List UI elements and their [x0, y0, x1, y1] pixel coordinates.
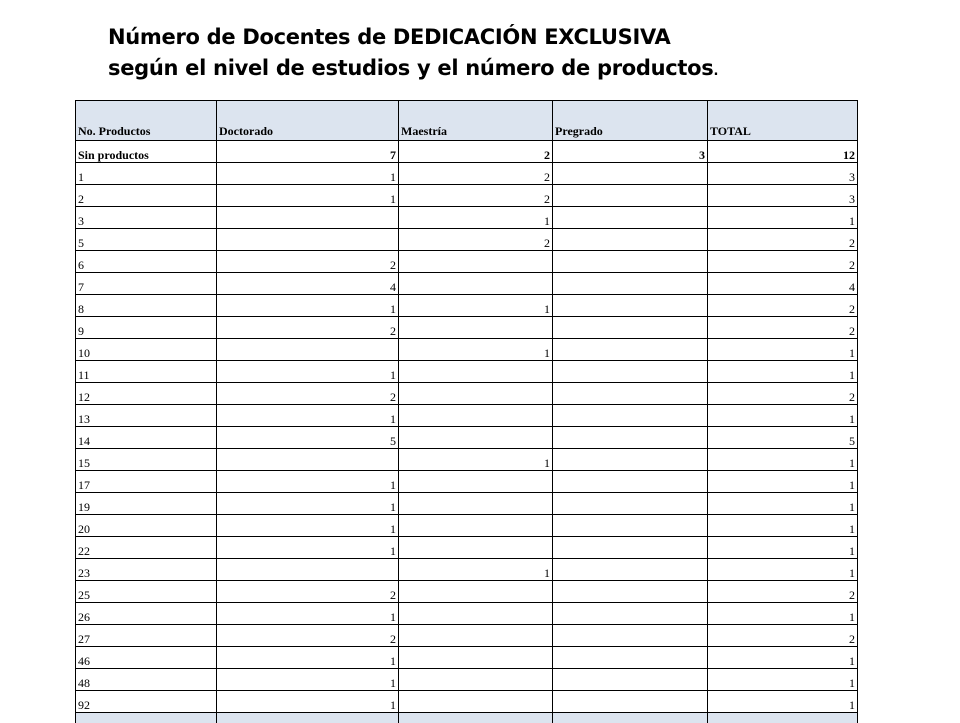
cell-total: 2: [708, 229, 858, 251]
cell-doctorado: 5: [217, 427, 399, 449]
cell-pregrado: [553, 339, 708, 361]
cell-pregrado: [553, 317, 708, 339]
cell-maestria: 1: [399, 339, 553, 361]
cell-total: 1: [708, 339, 858, 361]
header-productos: No. Productos: [76, 101, 217, 141]
cell-productos: 13: [76, 405, 217, 427]
cell-total: 1: [708, 669, 858, 691]
cell-productos: 12: [76, 383, 217, 405]
header-row: [76, 101, 858, 141]
cell-maestria: [399, 581, 553, 603]
cell-total: 2: [708, 581, 858, 603]
footer-row: [76, 713, 858, 723]
cell-doctorado: 4: [217, 273, 399, 295]
cell-pregrado: [553, 603, 708, 625]
cell-total: 1: [708, 647, 858, 669]
cell-productos: 3: [76, 207, 217, 229]
cell-total: 2: [708, 295, 858, 317]
table-row: [76, 471, 858, 493]
cell-productos: 6: [76, 251, 217, 273]
table-row: [76, 317, 858, 339]
cell-pregrado: [553, 471, 708, 493]
cell-pregrado: [553, 163, 708, 185]
cell-maestria: 1: [399, 449, 553, 471]
title-line-1: Número de Docentes de DEDICACIÓN EXCLUSIVA: [108, 22, 868, 53]
cell-doctorado: [217, 207, 399, 229]
cell-total: 1: [708, 559, 858, 581]
table-row: [76, 581, 858, 603]
footer-cell: [553, 713, 708, 723]
cell-doctorado: 1: [217, 493, 399, 515]
cell-maestria: [399, 471, 553, 493]
cell-productos: 1: [76, 163, 217, 185]
cell-productos: 92: [76, 691, 217, 713]
header-total: TOTAL: [708, 101, 858, 141]
cell-maestria: [399, 515, 553, 537]
cell-total: 1: [708, 449, 858, 471]
cell-pregrado: [553, 361, 708, 383]
cell-doctorado: 7: [217, 141, 399, 163]
header-doctorado: Doctorado: [217, 101, 399, 141]
cell-maestria: [399, 405, 553, 427]
cell-doctorado: 1: [217, 295, 399, 317]
table-row: [76, 251, 858, 273]
cell-productos: 25: [76, 581, 217, 603]
cell-pregrado: [553, 581, 708, 603]
table-row: [76, 691, 858, 713]
cell-productos: 2: [76, 185, 217, 207]
cell-pregrado: [553, 449, 708, 471]
cell-pregrado: [553, 207, 708, 229]
cell-pregrado: [553, 669, 708, 691]
cell-doctorado: 1: [217, 471, 399, 493]
cell-doctorado: 1: [217, 361, 399, 383]
data-table: [75, 100, 858, 723]
table-row: [76, 449, 858, 471]
cell-productos: 7: [76, 273, 217, 295]
cell-productos: 26: [76, 603, 217, 625]
cell-maestria: [399, 383, 553, 405]
cell-total: 1: [708, 603, 858, 625]
cell-total: 1: [708, 493, 858, 515]
cell-total: 1: [708, 207, 858, 229]
page-title: [108, 22, 868, 87]
cell-doctorado: 1: [217, 691, 399, 713]
table-row: [76, 537, 858, 559]
cell-total: 2: [708, 317, 858, 339]
cell-doctorado: 2: [217, 317, 399, 339]
cell-doctorado: 2: [217, 625, 399, 647]
title-line-2-text: según el nivel de estudios y el número de productos: [108, 56, 713, 80]
cell-maestria: [399, 669, 553, 691]
cell-pregrado: 3: [553, 141, 708, 163]
table-row: [76, 383, 858, 405]
cell-pregrado: [553, 383, 708, 405]
cell-pregrado: [553, 427, 708, 449]
cell-productos: 20: [76, 515, 217, 537]
header-pregrado: Pregrado: [553, 101, 708, 141]
cell-maestria: 1: [399, 207, 553, 229]
cell-doctorado: [217, 229, 399, 251]
cell-productos: 10: [76, 339, 217, 361]
cell-doctorado: 1: [217, 515, 399, 537]
cell-total: 3: [708, 185, 858, 207]
table-row: [76, 295, 858, 317]
cell-doctorado: 1: [217, 669, 399, 691]
footer-cell: [708, 713, 858, 723]
cell-pregrado: [553, 273, 708, 295]
cell-doctorado: [217, 449, 399, 471]
cell-doctorado: 1: [217, 185, 399, 207]
cell-maestria: 2: [399, 163, 553, 185]
cell-pregrado: [553, 647, 708, 669]
cell-total: 1: [708, 405, 858, 427]
footer-cell: [399, 713, 553, 723]
cell-doctorado: 1: [217, 603, 399, 625]
cell-maestria: 2: [399, 141, 553, 163]
cell-productos: 14: [76, 427, 217, 449]
cell-productos: 23: [76, 559, 217, 581]
cell-productos: 9: [76, 317, 217, 339]
table-row: [76, 427, 858, 449]
header-maestria: Maestría: [399, 101, 553, 141]
cell-productos: 22: [76, 537, 217, 559]
cell-pregrado: [553, 295, 708, 317]
cell-pregrado: [553, 537, 708, 559]
cell-pregrado: [553, 559, 708, 581]
cell-total: 2: [708, 251, 858, 273]
cell-productos: 19: [76, 493, 217, 515]
cell-maestria: [399, 493, 553, 515]
footer-cell: [76, 713, 217, 723]
cell-total: 2: [708, 625, 858, 647]
table-body: [76, 141, 858, 723]
cell-productos: 11: [76, 361, 217, 383]
cell-total: 3: [708, 163, 858, 185]
table-row: [76, 647, 858, 669]
cell-maestria: 2: [399, 185, 553, 207]
cell-doctorado: [217, 339, 399, 361]
cell-total: 1: [708, 361, 858, 383]
table-row: [76, 493, 858, 515]
cell-total: 1: [708, 537, 858, 559]
cell-productos: 46: [76, 647, 217, 669]
table-row: [76, 603, 858, 625]
cell-maestria: [399, 361, 553, 383]
cell-pregrado: [553, 625, 708, 647]
cell-productos: 8: [76, 295, 217, 317]
cell-pregrado: [553, 515, 708, 537]
cell-total: 12: [708, 141, 858, 163]
cell-total: 5: [708, 427, 858, 449]
cell-doctorado: 2: [217, 581, 399, 603]
table-row: [76, 669, 858, 691]
cell-maestria: 1: [399, 295, 553, 317]
cell-total: 2: [708, 383, 858, 405]
table-row: [76, 229, 858, 251]
cell-productos: 5: [76, 229, 217, 251]
cell-pregrado: [553, 229, 708, 251]
table-row: [76, 141, 858, 163]
table-row: [76, 559, 858, 581]
cell-productos: Sin productos: [76, 141, 217, 163]
title-line-2-end: .: [713, 64, 718, 79]
cell-pregrado: [553, 405, 708, 427]
cell-pregrado: [553, 691, 708, 713]
title-line-2: [108, 53, 868, 87]
table-row: [76, 515, 858, 537]
cell-total: 4: [708, 273, 858, 295]
cell-doctorado: 1: [217, 537, 399, 559]
table-row: [76, 207, 858, 229]
table-row: [76, 625, 858, 647]
cell-pregrado: [553, 493, 708, 515]
cell-doctorado: 1: [217, 405, 399, 427]
cell-maestria: [399, 317, 553, 339]
cell-productos: 48: [76, 669, 217, 691]
cell-doctorado: 2: [217, 251, 399, 273]
table-row: [76, 361, 858, 383]
cell-doctorado: 1: [217, 647, 399, 669]
cell-maestria: [399, 251, 553, 273]
table-row: [76, 163, 858, 185]
cell-maestria: [399, 273, 553, 295]
footer-cell: [217, 713, 399, 723]
cell-doctorado: [217, 559, 399, 581]
table-row: [76, 405, 858, 427]
cell-total: 1: [708, 515, 858, 537]
cell-maestria: [399, 537, 553, 559]
cell-productos: 27: [76, 625, 217, 647]
cell-maestria: [399, 647, 553, 669]
cell-maestria: 2: [399, 229, 553, 251]
cell-doctorado: 1: [217, 163, 399, 185]
cell-doctorado: 2: [217, 383, 399, 405]
cell-maestria: [399, 603, 553, 625]
cell-maestria: [399, 427, 553, 449]
cell-pregrado: [553, 185, 708, 207]
cell-maestria: 1: [399, 559, 553, 581]
cell-productos: 17: [76, 471, 217, 493]
cell-total: 1: [708, 471, 858, 493]
table-row: [76, 273, 858, 295]
cell-pregrado: [553, 251, 708, 273]
cell-maestria: [399, 625, 553, 647]
table-row: [76, 185, 858, 207]
cell-maestria: [399, 691, 553, 713]
cell-total: 1: [708, 691, 858, 713]
table-row: [76, 339, 858, 361]
cell-productos: 15: [76, 449, 217, 471]
